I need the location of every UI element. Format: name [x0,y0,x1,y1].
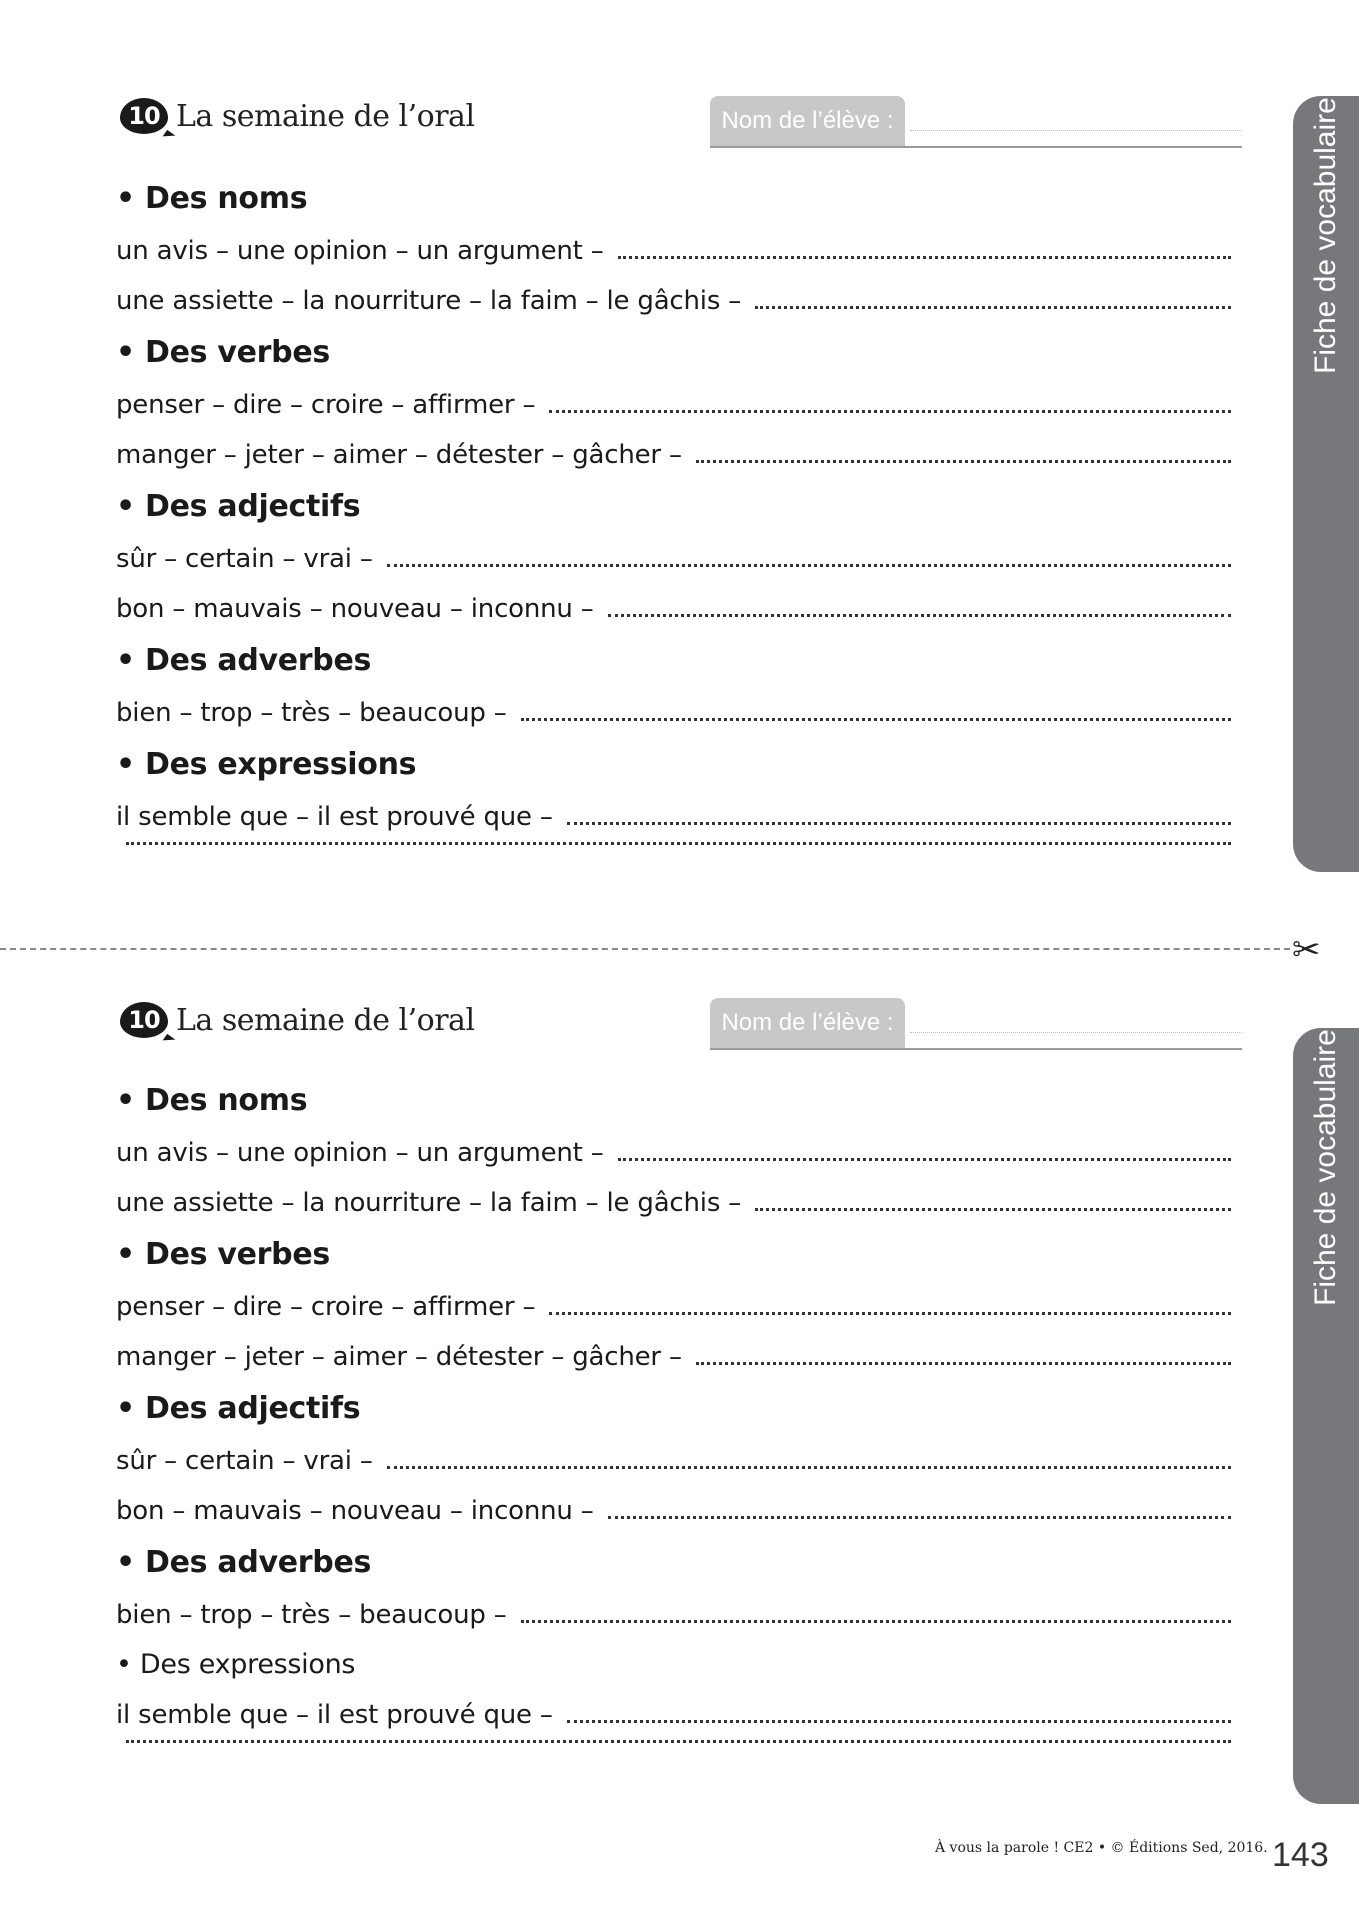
vocab-line-text: manger – jeter – aimer – détester – gâcher – [116,440,682,470]
section-heading-expressions: • Des expressions [116,747,417,782]
student-name-box [710,998,1242,1050]
footer-credit: À vous la parole ! CE2 • © Éditions Sed, 2016. [935,1840,1268,1856]
vocab-line [116,1436,1231,1486]
answer-dotted-line[interactable] [608,614,1231,617]
student-name-field[interactable] [910,1032,1242,1033]
vocab-line-text: un avis – une opinion – un argument – [116,1138,604,1168]
student-name-label: Nom de l’élève : [710,998,905,1048]
student-name-label: Nom de l’élève : [710,96,905,146]
section-heading-noms: • Des noms [116,181,308,216]
vocab-line-text: bien – trop – très – beaucoup – [116,1600,507,1630]
answer-dotted-line[interactable] [696,460,1231,463]
vocab-line [116,430,1231,480]
answer-dotted-line[interactable] [567,1720,1231,1723]
vocab-line [116,226,1231,276]
vocabulary-card-top [0,0,1359,930]
section-heading-adjectifs: • Des adjectifs [116,489,361,524]
answer-dotted-line[interactable] [618,1158,1231,1161]
cut-line [0,948,1290,950]
answer-dotted-line[interactable] [126,1740,1231,1743]
section-heading-verbes: • Des verbes [116,1237,330,1272]
answer-dotted-line[interactable] [549,410,1231,413]
section-heading-noms: • Des noms [116,1083,308,1118]
vocab-line-text: une assiette – la nourriture – la faim – le gâchis – [116,286,742,316]
answer-dotted-line[interactable] [521,1620,1231,1623]
vocab-line-text: sûr – certain – vrai – [116,1446,373,1476]
vocabulary-card-bottom [0,960,1359,1860]
answer-dotted-line[interactable] [608,1516,1231,1519]
vocab-line [116,1590,1231,1640]
scissors-icon: ✂ [1292,930,1321,970]
answer-dotted-line[interactable] [696,1362,1231,1365]
section-heading-adjectifs: • Des adjectifs [116,1391,361,1426]
lesson-number-badge: 10 [120,1002,168,1038]
vocab-line [116,276,1231,326]
answer-dotted-line[interactable] [387,564,1231,567]
vocab-blank-line [116,1740,1231,1790]
vocab-line [116,792,1231,842]
vocab-line [116,584,1231,634]
student-name-box [710,96,1242,148]
answer-dotted-line[interactable] [618,256,1231,259]
vocab-line [116,1282,1231,1332]
side-tab-label: Fiche de vocabulaire [1309,1029,1342,1306]
answer-dotted-line[interactable] [126,842,1231,845]
vocab-line [116,1690,1231,1740]
answer-dotted-line[interactable] [549,1312,1231,1315]
vocab-line [116,688,1231,738]
vocab-line-text: bon – mauvais – nouveau – inconnu – [116,1496,594,1526]
lesson-number-badge: 10 [120,98,168,134]
vocab-line-text: un avis – une opinion – un argument – [116,236,604,266]
answer-dotted-line[interactable] [755,306,1231,309]
lesson-title: La semaine de l’oral [176,1002,475,1038]
side-tab-label: Fiche de vocabulaire [1309,97,1342,374]
section-heading-verbes: • Des verbes [116,335,330,370]
vocab-line-text: manger – jeter – aimer – détester – gâcher – [116,1342,682,1372]
vocab-line-text: penser – dire – croire – affirmer – [116,390,536,420]
answer-dotted-line[interactable] [521,718,1231,721]
vocab-line [116,1178,1231,1228]
vocab-line-text: bon – mauvais – nouveau – inconnu – [116,594,594,624]
vocab-line-text: une assiette – la nourriture – la faim – le gâchis – [116,1188,742,1218]
vocabulary-content [116,1074,1231,1790]
answer-dotted-line[interactable] [387,1466,1231,1469]
vocab-blank-line [116,842,1231,892]
vocab-line [116,1486,1231,1536]
vocab-line [116,534,1231,584]
page-number: 143 [1272,1836,1329,1874]
side-tab-top [1293,96,1359,872]
answer-dotted-line[interactable] [567,822,1231,825]
answer-dotted-line[interactable] [755,1208,1231,1211]
vocab-line-text: il semble que – il est prouvé que – [116,802,553,832]
vocab-line-text: penser – dire – croire – affirmer – [116,1292,536,1322]
side-tab-bottom [1293,1028,1359,1804]
section-heading-adverbes: • Des adverbes [116,1545,372,1580]
lesson-header [120,98,475,134]
vocab-line [116,380,1231,430]
vocab-line-text: sûr – certain – vrai – [116,544,373,574]
vocab-line [116,1128,1231,1178]
section-heading-adverbes: • Des adverbes [116,643,372,678]
vocab-line-text: bien – trop – très – beaucoup – [116,698,507,728]
student-name-field[interactable] [910,130,1242,131]
lesson-header [120,1002,475,1038]
section-heading-expressions: • Des expressions [116,1649,356,1680]
vocab-line-text: il semble que – il est prouvé que – [116,1700,553,1730]
vocab-line [116,1332,1231,1382]
lesson-title: La semaine de l’oral [176,98,475,134]
vocabulary-content [116,172,1231,892]
